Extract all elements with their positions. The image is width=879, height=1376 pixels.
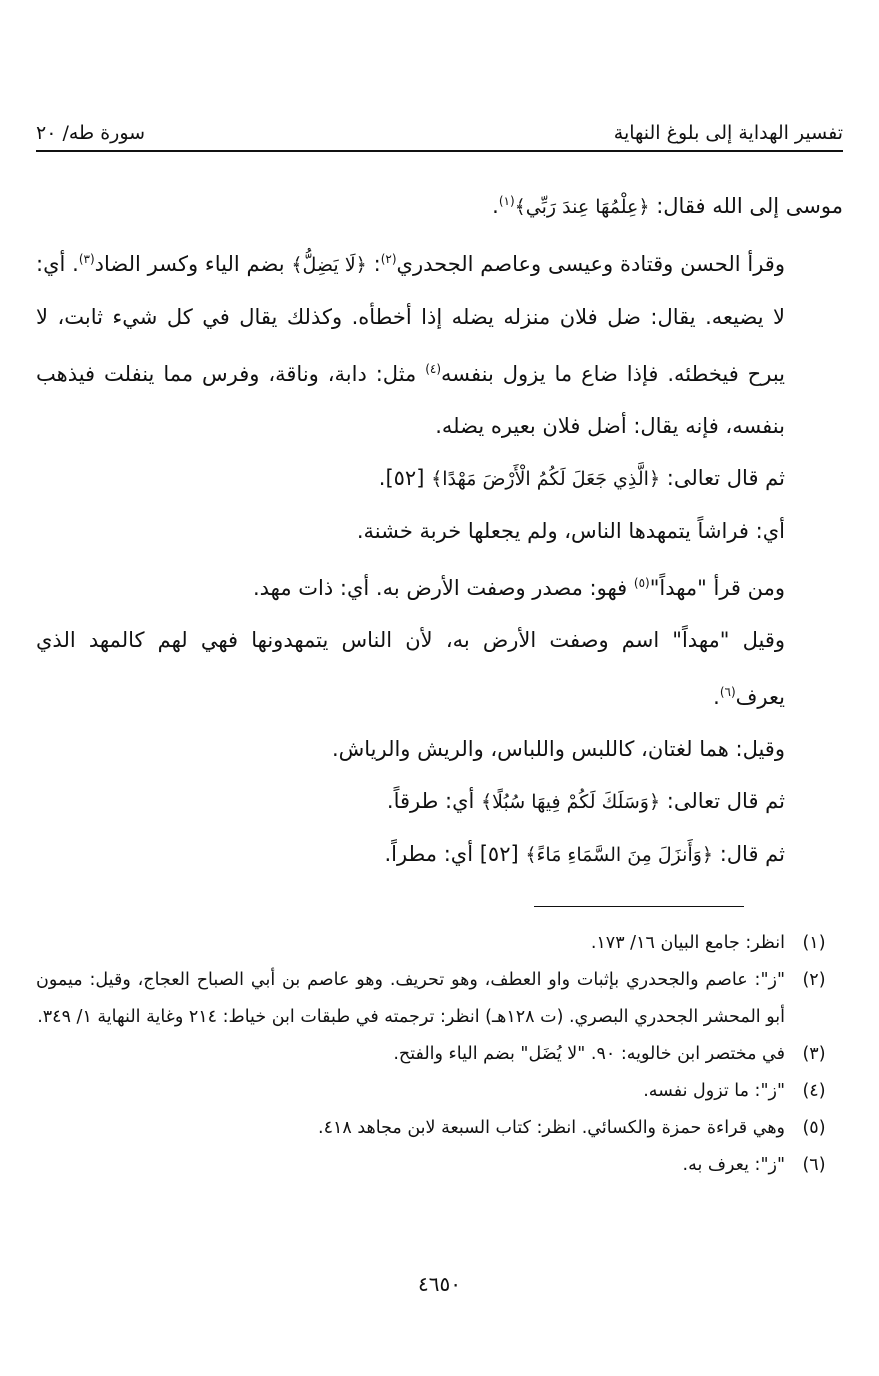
page-number: ٤٦٥٠ (418, 1272, 461, 1296)
footnote-ref: (٣) (78, 252, 95, 266)
running-header (36, 112, 843, 152)
footnote-number: (٦) (802, 1155, 826, 1175)
paragraph-6: وقيل "مهداً" اسم وصفت الأرض به، لأن الناس يتمهدونها فهي لهم كالمهد الذي يعرف$^{(٦)}$. (36, 628, 785, 709)
footnote-ref: (٢) (380, 252, 397, 266)
paragraph-2: وقرأ الحسن وقتادة وعيسى وعاصم الجحدري$^{(٢)}$: ﴿لَا يَضِلُّ﴾ بضم الياء وكسر الضاد$^{(٣)}$. أي: لا يضيعه. يقال: ضل فلان منزله يضله إذا أخطأه. وكذلك يقال في كل شيء ثابت، لا يبرح فيخطئه. فإذا ضاع ما يزول بنفسه$^{(٤)}$ مثل: دابة، وناقة، وفرس مما ينفلت فيذهب بنفسه، فإنه يقال: أضل فلان بعيره يضله. (36, 252, 785, 438)
paragraph-8: ثم قال تعالى: ﴿وَسَلَكَ لَكُمْ فِيهَا سُبُلًا﴾ أي: طرقاً. (386, 789, 785, 813)
footnote-ref: (١) (498, 194, 515, 208)
footnote-number: (٣) (802, 1044, 826, 1064)
footnote-number: (٢) (802, 970, 826, 990)
surah-label: سورة طه/ ٢٠ (36, 122, 146, 144)
book-title: تفسير الهداية إلى بلوغ النهاية (613, 122, 843, 144)
footnote-4 (36, 1073, 843, 1110)
quran-verse: ﴿عِلْمُهَا عِندَ رَبِّي﴾ (514, 196, 650, 218)
footnote-3 (36, 1036, 843, 1073)
paragraph-7: وقيل: هما لغتان، كاللبس واللباس، والريش والرياش. (331, 737, 785, 761)
footnote-ref: (٤) (425, 362, 442, 376)
footnote-text: "ز": ما تزول نفسه. (643, 1081, 785, 1101)
main-text (36, 175, 843, 881)
paragraph-4: أي: فراشاً يتمهدها الناس، ولم يجعلها خربة خشنة. (356, 519, 785, 543)
footnote-number: (٥) (802, 1118, 826, 1138)
paragraph-1: موسى إلى الله فقال: ﴿عِلْمُهَا عِندَ رَبِّي﴾$^{(١)}$. (492, 194, 843, 218)
footnote-separator (534, 906, 744, 907)
footnote-text: انظر: جامع البيان ١٦/ ١٧٣. (590, 933, 785, 953)
footnote-text: في مختصر ابن خالويه: ٩٠. "لا يُضَل" بضم الياء والفتح. (393, 1044, 785, 1064)
footnote-text: "ز": عاصم والجحدري بإثبات واو العطف، وهو تحريف. وهو عاصم بن أبي الصباح العجاج، وقيل: ميمون أبو المحشر الجحدري البصري. (ت ١٢٨هـ) انظر: ترجمته في طبقات ابن خياط: ٢١٤ وغاية النهاية ١/ ٣٤٩. (36, 970, 785, 1027)
paragraph-5: ومن قرأ "مهداً"$^{(٥)}$ فهو: مصدر وصفت الأرض به. أي: ذات مهد. (252, 576, 785, 600)
quran-verse: ﴿الَّذِي جَعَلَ لَكُمُ الْأَرْضَ مَهْدًا﴾ (431, 468, 661, 490)
footnote-ref: (٥) (633, 576, 650, 590)
footnotes (36, 925, 843, 1184)
paragraph-3: ثم قال تعالى: ﴿الَّذِي جَعَلَ لَكُمُ الْأَرْضَ مَهْدًا﴾ [٥٢]. (378, 466, 785, 490)
footnote-number: (٤) (802, 1081, 826, 1101)
footnote-ref: (٦) (719, 685, 736, 699)
footnote-number: (١) (802, 933, 826, 953)
paragraph-9: ثم قال: ﴿وَأَنزَلَ مِنَ السَّمَاءِ مَاءً﴾ [٥٢] أي: مطراً. (384, 842, 785, 866)
footnote-6 (36, 1147, 843, 1184)
footnote-1 (36, 925, 843, 962)
quran-verse: ﴿لَا يَضِلُّ﴾ (291, 254, 367, 276)
footnote-text: "ز": يعرف به. (682, 1155, 785, 1175)
footnote-2 (36, 962, 843, 1036)
quran-verse: ﴿وَأَنزَلَ مِنَ السَّمَاءِ مَاءً﴾ (525, 844, 714, 866)
footnote-text: وهي قراءة حمزة والكسائي. انظر: كتاب السبعة لابن مجاهد ٤١٨. (318, 1118, 785, 1138)
footnote-5 (36, 1110, 843, 1147)
quran-verse: ﴿وَسَلَكَ لَكُمْ فِيهَا سُبُلًا﴾ (481, 791, 661, 813)
